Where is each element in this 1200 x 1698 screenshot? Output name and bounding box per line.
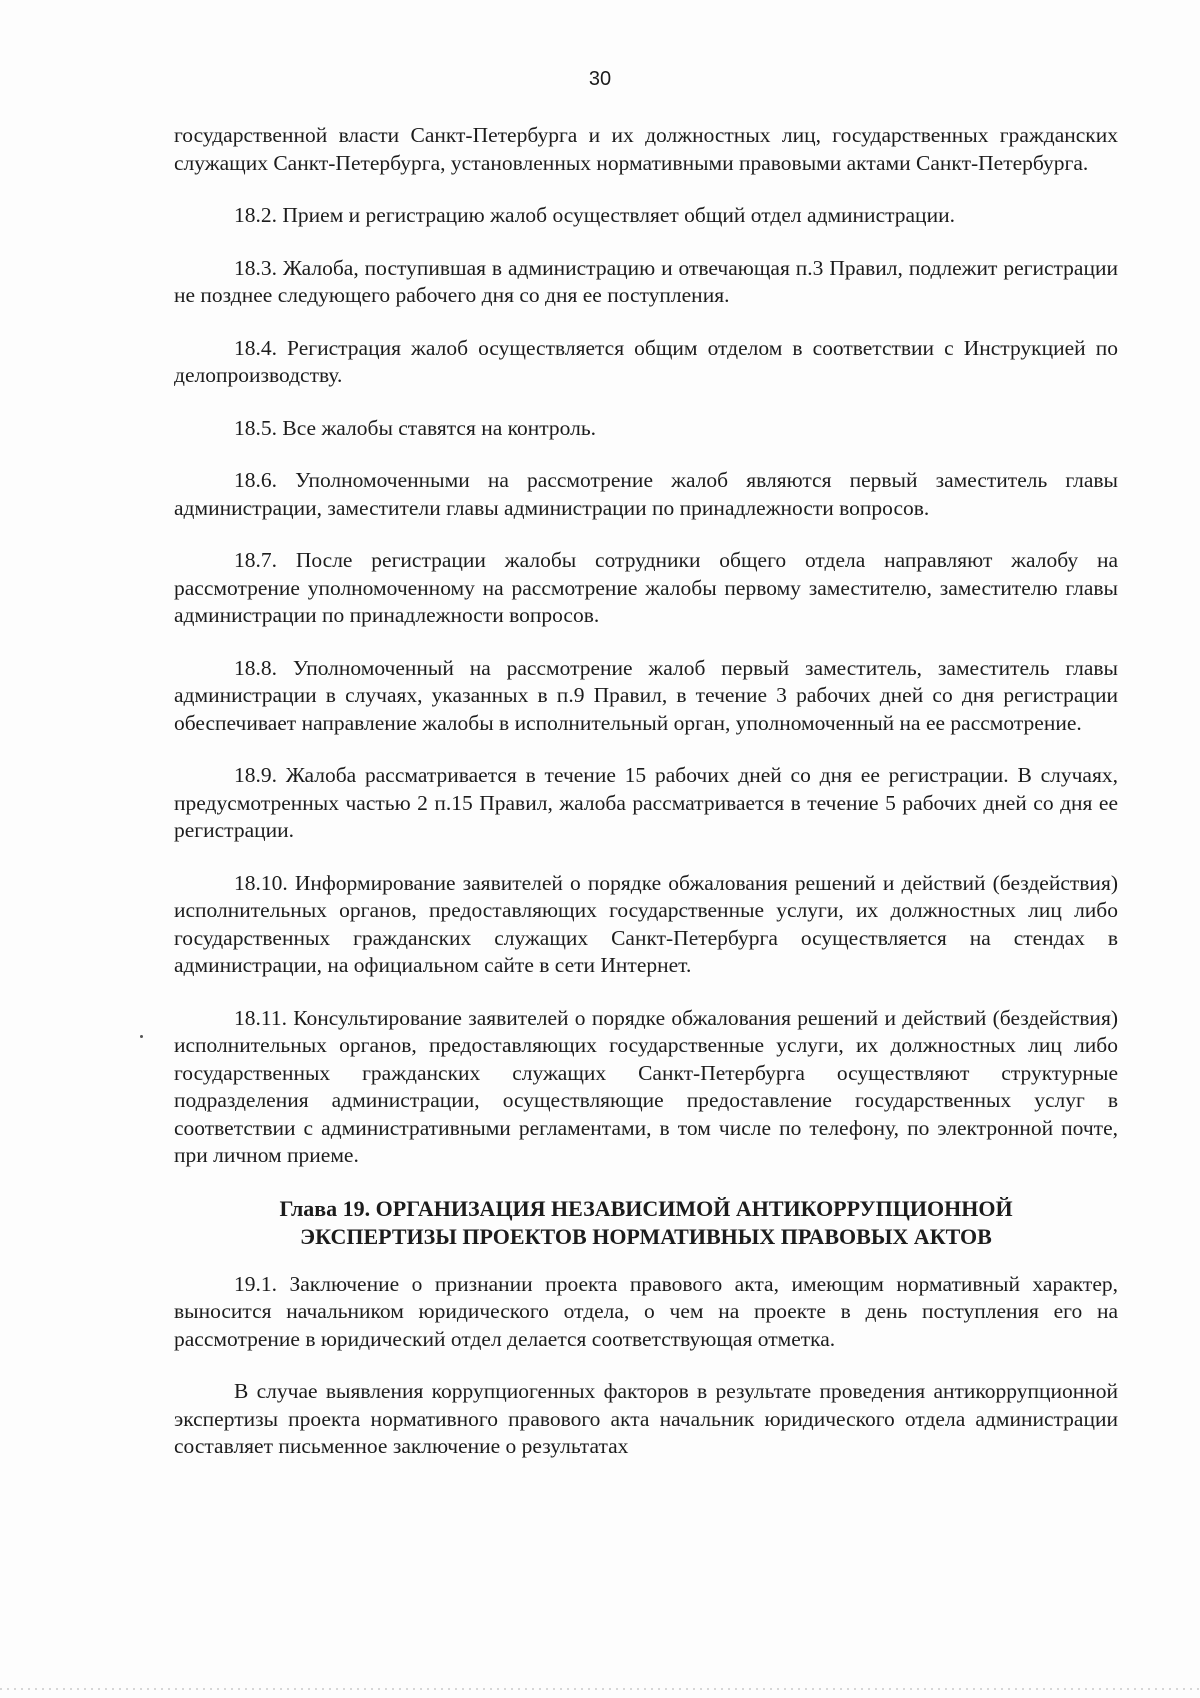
paragraph-18-8: 18.8. Уполномоченный на рассмотрение жалоб первый заместитель, заместитель главы администрации в случаях, указанных в п.9 Правил, в течение 3 рабочих дней со дня регистрации обеспечивает направление жалобы в исполнительный орган, уполномоченный на ее рассмотрение. (174, 655, 1118, 735)
paragraph-18-4: 18.4. Регистрация жалоб осуществляется общим отделом в соответствии с Инструкцией по делопроизводству. (174, 335, 1118, 387)
document-body (174, 122, 1118, 1486)
paragraph-continuation: государственной власти Санкт-Петербурга и их должностных лиц, государственных гражданских служащих Санкт-Петербурга, установленных нормативными правовыми актами Санкт-Петербурга. (174, 123, 1118, 175)
paragraph-18-3: 18.3. Жалоба, поступившая в администрацию и отвечающая п.3 Правил, подлежит регистрации не позднее следующего рабочего дня со дня ее поступления. (174, 255, 1118, 307)
chapter-heading-line-1: Глава 19. ОРГАНИЗАЦИЯ НЕЗАВИСИМОЙ АНТИКОРРУПЦИОННОЙ (279, 1195, 1013, 1221)
paragraph-18-7: 18.7. После регистрации жалобы сотрудники общего отдела направляют жалобу на рассмотрение уполномоченному на рассмотрение жалобы первому заместителю, заместителю главы администрации по принадлежности вопросов. (174, 548, 1118, 627)
paragraph-18-9: 18.9. Жалоба рассматривается в течение 15 рабочих дней со дня ее регистрации. В случаях, предусмотренных частью 2 п.15 Правил, жалоба рассматривается в течение 5 рабочих дней со дня ее регистрации. (174, 763, 1118, 842)
chapter-heading-line-2: ЭКСПЕРТИЗЫ ПРОЕКТОВ НОРМАТИВНЫХ ПРАВОВЫХ АКТОВ (300, 1223, 992, 1249)
paragraph-18-5: 18.5. Все жалобы ставятся на контроль. (234, 415, 597, 440)
paragraph-19-1-continued: В случае выявления коррупциогенных факторов в результате проведения антикоррупционной экспертизы проекта нормативного правового акта начальник юридического отдела администрации составляет письменное заключение о результатах (174, 1379, 1118, 1458)
scan-artifact-dot (140, 1035, 143, 1038)
page-number: 30 (588, 68, 612, 90)
chapter-heading (174, 1195, 1118, 1251)
paragraph-19-1: 19.1. Заключение о признании проекта правового акта, имеющим нормативный характер, выносится начальником юридического отдела, о чем на проекте в день поступления его на рассмотрение в юридический отдел делается соответствующая отметка. (174, 1271, 1118, 1351)
scan-artifact-bottom-line (0, 1688, 1200, 1690)
paragraph-18-10: 18.10. Информирование заявителей о порядке обжалования решений и действий (бездействия) исполнительных органов, предоставляющих государственные услуги, их должностных лиц либо государственных гражданских служащих Санкт-Петербурга осуществляется на стендах в администрации, на официальном сайте в сети Интернет. (174, 870, 1118, 977)
paragraph-18-2: 18.2. Прием и регистрацию жалоб осуществляет общий отдел администрации. (234, 203, 955, 227)
paragraph-18-11: 18.11. Консультирование заявителей о порядке обжалования решений и действий (бездействия) исполнительных органов, предоставляющих государственные услуги, их должностных лиц либо государственных гражданских служащих Санкт-Петербурга осуществляют структурные подразделения администрации, осуществляющие предоставление государственных услуг в соответствии с административными регламентами, в том числе по телефону, по электронной почте, при личном приеме. (174, 1005, 1118, 1167)
paragraph-18-6: 18.6. Уполномоченными на рассмотрение жалоб являются первый заместитель главы администрации, заместители главы администрации по принадлежности вопросов. (174, 468, 1118, 520)
